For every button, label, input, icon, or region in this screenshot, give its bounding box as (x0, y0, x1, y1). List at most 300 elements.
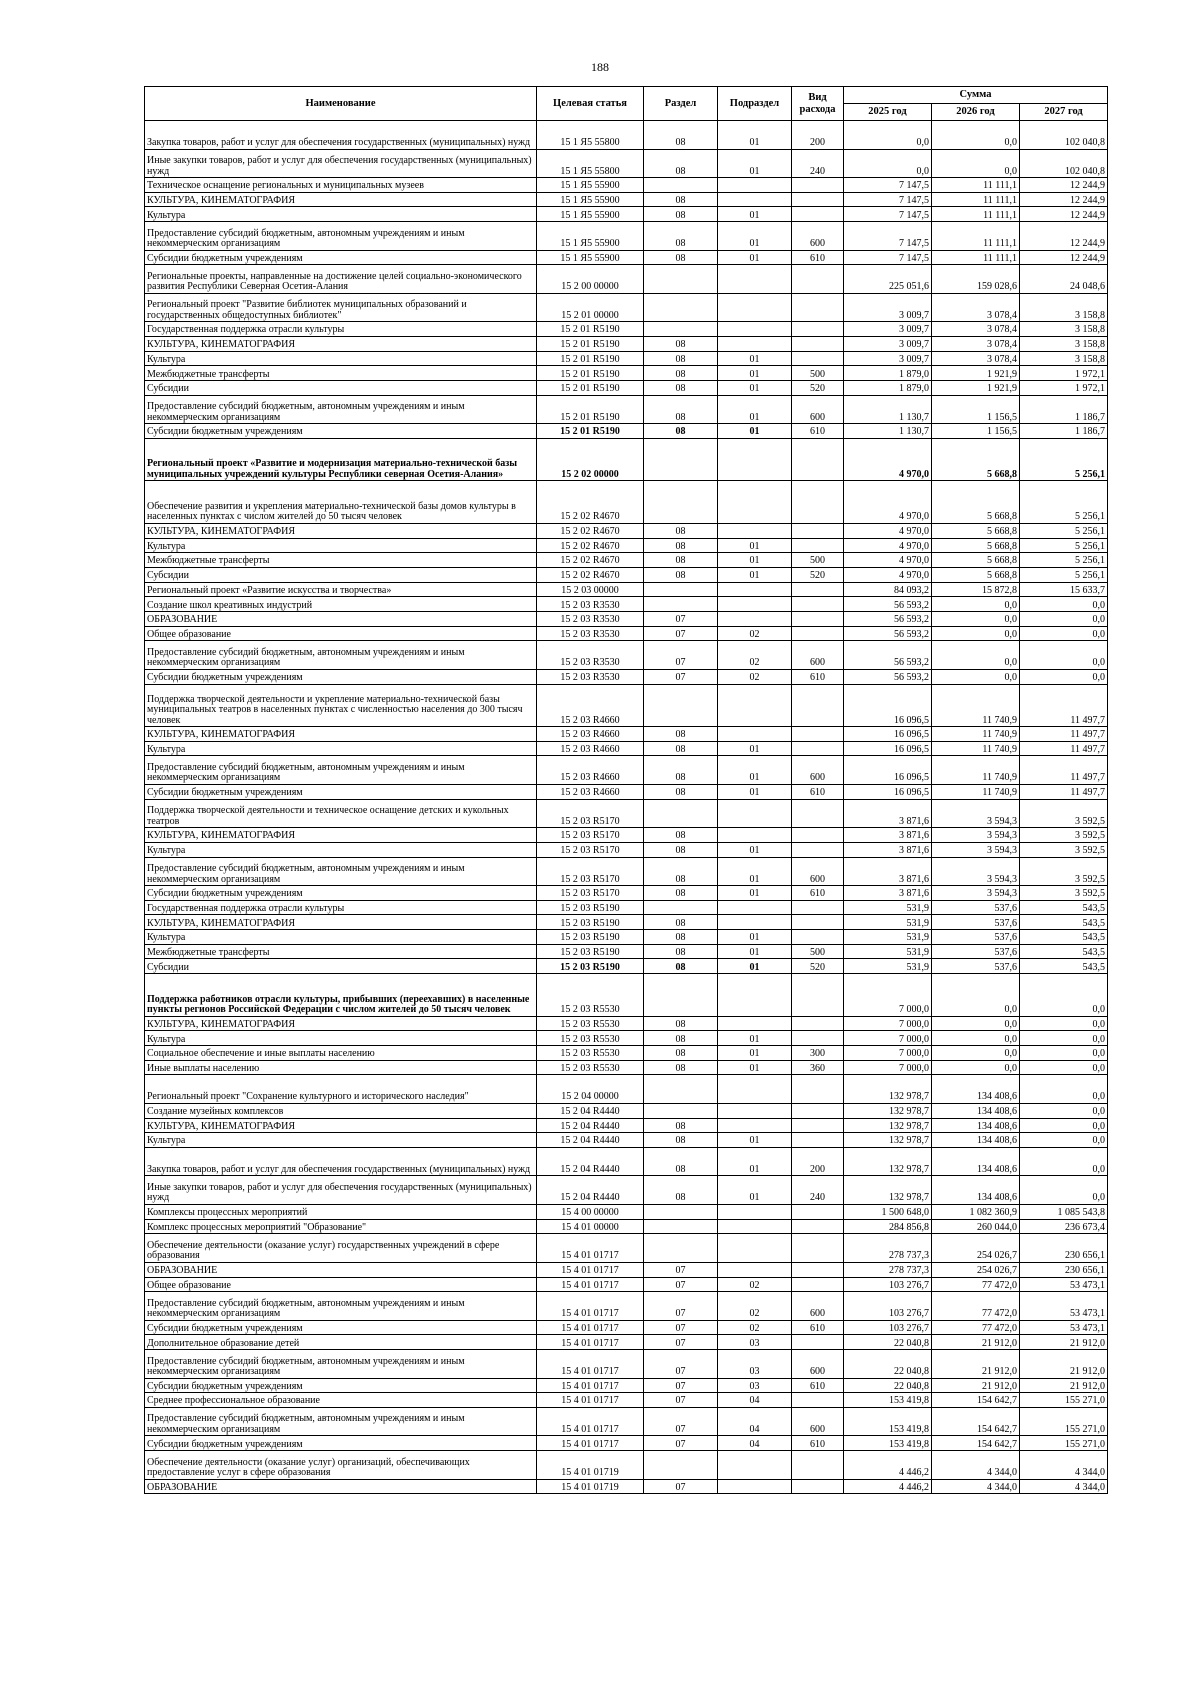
table-row (145, 1103, 1108, 1118)
row-value-2027: 11 497,7 (1020, 741, 1108, 756)
row-subsection: 01 (718, 567, 792, 582)
row-section: 07 (644, 626, 718, 641)
row-name: Региональный проект "Сохранение культурного и исторического наследия" (145, 1075, 537, 1104)
table-row (145, 351, 1108, 366)
row-subsection: 01 (718, 784, 792, 799)
row-name: Поддержка творческой деятельности и техническое оснащение детских и кукольных театров (145, 799, 537, 828)
row-subsection: 02 (718, 1292, 792, 1321)
table-row (145, 1292, 1108, 1321)
table-row (145, 756, 1108, 785)
row-section: 08 (644, 207, 718, 222)
row-section (644, 582, 718, 597)
row-subsection: 01 (718, 366, 792, 381)
row-expense-type: 500 (792, 366, 844, 381)
row-name: Дополнительное образование детей (145, 1335, 537, 1350)
table-row (145, 250, 1108, 265)
row-expense-type: 610 (792, 250, 844, 265)
row-value-2026: 537,6 (932, 944, 1020, 959)
row-value-2027: 3 592,5 (1020, 828, 1108, 843)
row-subsection (718, 900, 792, 915)
row-name: Обеспечение деятельности (оказание услуг) организаций, обеспечивающих предоставление услуг в сфере образования (145, 1451, 537, 1480)
row-value-2027: 0,0 (1020, 974, 1108, 1017)
row-value-2027: 1 085 543,8 (1020, 1204, 1108, 1219)
row-subsection (718, 438, 792, 481)
row-name: ОБРАЗОВАНИЕ (145, 1262, 537, 1277)
row-target: 15 1 Я5 55900 (537, 178, 644, 193)
row-value-2025: 531,9 (844, 930, 932, 945)
row-name: Культура (145, 1031, 537, 1046)
row-subsection: 04 (718, 1436, 792, 1451)
row-value-2025: 132 978,7 (844, 1103, 932, 1118)
row-value-2026: 260 044,0 (932, 1219, 1020, 1234)
row-value-2027: 102 040,8 (1020, 149, 1108, 178)
row-value-2027: 0,0 (1020, 1031, 1108, 1046)
row-expense-type (792, 900, 844, 915)
table-row (145, 1320, 1108, 1335)
row-value-2027: 3 158,8 (1020, 351, 1108, 366)
row-name: Предоставление субсидий бюджетным, автономным учреждениям и иным некоммерческим организациям (145, 857, 537, 886)
row-name: Субсидии (145, 959, 537, 974)
row-subsection: 01 (718, 207, 792, 222)
row-value-2027: 12 244,9 (1020, 207, 1108, 222)
row-value-2026: 134 408,6 (932, 1075, 1020, 1104)
row-value-2026: 0,0 (932, 612, 1020, 627)
table-row (145, 1407, 1108, 1436)
row-expense-type (792, 1219, 844, 1234)
row-value-2026: 254 026,7 (932, 1262, 1020, 1277)
row-value-2027: 155 271,0 (1020, 1436, 1108, 1451)
row-value-2026: 1 156,5 (932, 424, 1020, 439)
row-name: Субсидии бюджетным учреждениям (145, 1436, 537, 1451)
row-expense-type: 300 (792, 1046, 844, 1061)
row-expense-type: 610 (792, 1378, 844, 1393)
row-subsection: 04 (718, 1393, 792, 1408)
row-value-2025: 4 446,2 (844, 1479, 932, 1494)
table-row (145, 178, 1108, 193)
row-subsection (718, 1451, 792, 1480)
row-value-2025: 7 147,5 (844, 250, 932, 265)
row-name: Обеспечение деятельности (оказание услуг) государственных учреждений в сфере образования (145, 1234, 537, 1263)
row-section (644, 1204, 718, 1219)
table-row (145, 322, 1108, 337)
row-value-2026: 11 740,9 (932, 684, 1020, 727)
row-expense-type (792, 741, 844, 756)
row-subsection (718, 336, 792, 351)
row-value-2025: 7 000,0 (844, 1060, 932, 1075)
row-value-2025: 84 093,2 (844, 582, 932, 597)
row-section: 08 (644, 756, 718, 785)
row-value-2026: 77 472,0 (932, 1277, 1020, 1292)
row-expense-type (792, 322, 844, 337)
row-expense-type (792, 1075, 844, 1104)
row-value-2027: 0,0 (1020, 597, 1108, 612)
row-subsection (718, 974, 792, 1017)
row-value-2027: 5 256,1 (1020, 553, 1108, 568)
row-subsection: 01 (718, 741, 792, 756)
row-expense-type (792, 930, 844, 945)
row-value-2026: 134 408,6 (932, 1176, 1020, 1205)
row-value-2025: 132 978,7 (844, 1075, 932, 1104)
row-section: 08 (644, 222, 718, 251)
table-body (145, 121, 1108, 1494)
row-value-2026: 0,0 (932, 1046, 1020, 1061)
row-value-2027: 230 656,1 (1020, 1262, 1108, 1277)
row-expense-type (792, 1262, 844, 1277)
row-section: 08 (644, 192, 718, 207)
row-target: 15 2 02 00000 (537, 438, 644, 481)
row-expense-type (792, 192, 844, 207)
row-value-2026: 0,0 (932, 149, 1020, 178)
row-subsection (718, 1262, 792, 1277)
row-section: 08 (644, 1046, 718, 1061)
table-row (145, 886, 1108, 901)
table-row (145, 741, 1108, 756)
row-value-2027: 21 912,0 (1020, 1335, 1108, 1350)
row-name: Предоставление субсидий бюджетным, автономным учреждениям и иным некоммерческим организациям (145, 641, 537, 670)
row-target: 15 2 02 R4670 (537, 553, 644, 568)
row-target: 15 1 Я5 55900 (537, 222, 644, 251)
row-value-2026: 134 408,6 (932, 1147, 1020, 1176)
row-value-2026: 11 740,9 (932, 741, 1020, 756)
row-subsection (718, 582, 792, 597)
row-value-2026: 3 594,3 (932, 799, 1020, 828)
row-value-2025: 16 096,5 (844, 741, 932, 756)
row-name: КУЛЬТУРА, КИНЕМАТОГРАФИЯ (145, 192, 537, 207)
row-section: 07 (644, 1436, 718, 1451)
row-name: Предоставление субсидий бюджетным, автономным учреждениям и иным некоммерческим организациям (145, 395, 537, 424)
row-value-2025: 103 276,7 (844, 1292, 932, 1321)
row-target: 15 2 03 R3530 (537, 626, 644, 641)
row-section: 08 (644, 366, 718, 381)
row-name: Поддержка работников отрасли культуры, прибывших (переехавших) в населенные пункты регионов Российской Федерации с числом жителей до 50 тысяч человек (145, 974, 537, 1017)
row-name: Предоставление субсидий бюджетным, автономным учреждениям и иным некоммерческим организациям (145, 1292, 537, 1321)
row-value-2027: 230 656,1 (1020, 1234, 1108, 1263)
row-value-2026: 0,0 (932, 1016, 1020, 1031)
row-target: 15 2 03 R5190 (537, 915, 644, 930)
row-value-2026: 11 740,9 (932, 784, 1020, 799)
row-value-2025: 7 000,0 (844, 974, 932, 1017)
row-target: 15 1 Я5 55800 (537, 121, 644, 150)
row-value-2026: 5 668,8 (932, 567, 1020, 582)
row-name: Субсидии бюджетным учреждениям (145, 784, 537, 799)
row-expense-type (792, 799, 844, 828)
row-expense-type: 610 (792, 669, 844, 684)
row-section: 07 (644, 1350, 718, 1379)
row-value-2026: 254 026,7 (932, 1234, 1020, 1263)
table-row (145, 1277, 1108, 1292)
row-name: Субсидии (145, 381, 537, 396)
row-subsection: 01 (718, 1046, 792, 1061)
table-row (145, 930, 1108, 945)
row-section: 08 (644, 959, 718, 974)
row-value-2027: 11 497,7 (1020, 756, 1108, 785)
table-row (145, 1016, 1108, 1031)
header-sum: Сумма (844, 87, 1108, 104)
budget-table (144, 86, 1108, 1494)
row-name: Культура (145, 538, 537, 553)
row-section: 07 (644, 1393, 718, 1408)
row-section: 08 (644, 567, 718, 582)
row-value-2027: 53 473,1 (1020, 1277, 1108, 1292)
row-value-2025: 7 000,0 (844, 1016, 932, 1031)
row-name: Региональные проекты, направленные на достижение целей социально-экономического развития Республики Северная Осетия-Алания (145, 265, 537, 294)
row-expense-type (792, 974, 844, 1017)
row-target: 15 2 00 00000 (537, 265, 644, 294)
row-value-2025: 4 446,2 (844, 1451, 932, 1480)
table-row (145, 1075, 1108, 1104)
page-number: 188 (591, 60, 609, 74)
row-value-2025: 1 879,0 (844, 381, 932, 396)
row-expense-type (792, 1234, 844, 1263)
row-name: Региональный проект "Развитие библиотек муниципальных образований и государственных общедоступных библиотек" (145, 293, 537, 322)
row-name: Комплексы процессных мероприятий (145, 1204, 537, 1219)
row-value-2026: 21 912,0 (932, 1335, 1020, 1350)
row-value-2026: 21 912,0 (932, 1350, 1020, 1379)
row-target: 15 4 01 01717 (537, 1378, 644, 1393)
table-row (145, 799, 1108, 828)
row-value-2025: 56 593,2 (844, 597, 932, 612)
row-section: 08 (644, 842, 718, 857)
row-value-2026: 77 472,0 (932, 1320, 1020, 1335)
row-target: 15 2 03 R5530 (537, 974, 644, 1017)
table-row (145, 424, 1108, 439)
row-subsection: 02 (718, 1320, 792, 1335)
row-target: 15 2 04 R4440 (537, 1176, 644, 1205)
row-section: 08 (644, 395, 718, 424)
table-row (145, 915, 1108, 930)
row-section: 08 (644, 336, 718, 351)
row-value-2027: 1 186,7 (1020, 424, 1108, 439)
header-name: Наименование (145, 87, 537, 121)
table-row (145, 612, 1108, 627)
row-name: Субсидии бюджетным учреждениям (145, 886, 537, 901)
table-row (145, 293, 1108, 322)
row-expense-type: 600 (792, 857, 844, 886)
row-section (644, 1234, 718, 1263)
row-value-2027: 24 048,6 (1020, 265, 1108, 294)
row-value-2025: 4 970,0 (844, 567, 932, 582)
row-name: Обеспечение развития и укрепления материально-технической базы домов культуры в населенных пунктах с числом жителей до 50 тысяч человек (145, 481, 537, 524)
row-value-2026: 11 740,9 (932, 727, 1020, 742)
row-value-2027: 155 271,0 (1020, 1407, 1108, 1436)
row-target: 15 2 04 R4440 (537, 1147, 644, 1176)
row-expense-type: 610 (792, 1436, 844, 1451)
row-value-2027: 3 158,8 (1020, 336, 1108, 351)
row-value-2027: 53 473,1 (1020, 1320, 1108, 1335)
row-name: Межбюджетные трансферты (145, 944, 537, 959)
row-value-2025: 132 978,7 (844, 1133, 932, 1148)
row-value-2027: 3 158,8 (1020, 322, 1108, 337)
row-name: Социальное обеспечение и иные выплаты населению (145, 1046, 537, 1061)
row-value-2025: 16 096,5 (844, 756, 932, 785)
row-subsection (718, 178, 792, 193)
row-expense-type: 600 (792, 1292, 844, 1321)
row-value-2025: 3 871,6 (844, 886, 932, 901)
row-value-2026: 3 594,3 (932, 842, 1020, 857)
row-expense-type: 600 (792, 1407, 844, 1436)
header-year-2025: 2025 год (844, 104, 932, 121)
row-target: 15 4 01 01717 (537, 1335, 644, 1350)
row-subsection (718, 192, 792, 207)
row-expense-type (792, 207, 844, 222)
row-expense-type: 600 (792, 1350, 844, 1379)
row-subsection (718, 828, 792, 843)
row-subsection (718, 1118, 792, 1133)
row-name: КУЛЬТУРА, КИНЕМАТОГРАФИЯ (145, 1118, 537, 1133)
row-value-2027: 0,0 (1020, 626, 1108, 641)
row-value-2027: 543,5 (1020, 915, 1108, 930)
row-value-2026: 3 078,4 (932, 293, 1020, 322)
row-subsection (718, 1016, 792, 1031)
row-value-2027: 236 673,4 (1020, 1219, 1108, 1234)
row-value-2025: 278 737,3 (844, 1234, 932, 1263)
row-name: Закупка товаров, работ и услуг для обеспечения государственных (муниципальных) нужд (145, 1147, 537, 1176)
row-target: 15 1 Я5 55900 (537, 250, 644, 265)
row-subsection (718, 1103, 792, 1118)
row-target: 15 2 03 R4660 (537, 684, 644, 727)
row-name: КУЛЬТУРА, КИНЕМАТОГРАФИЯ (145, 1016, 537, 1031)
table-row (145, 366, 1108, 381)
table-row (145, 959, 1108, 974)
row-name: Иные закупки товаров, работ и услуг для обеспечения государственных (муниципальных) нужд (145, 149, 537, 178)
row-value-2026: 77 472,0 (932, 1292, 1020, 1321)
row-name: Создание школ креативных индустрий (145, 597, 537, 612)
row-value-2025: 4 970,0 (844, 538, 932, 553)
row-value-2027: 543,5 (1020, 944, 1108, 959)
table-row (145, 336, 1108, 351)
row-section: 07 (644, 1320, 718, 1335)
table-row (145, 626, 1108, 641)
row-value-2025: 132 978,7 (844, 1176, 932, 1205)
row-value-2025: 225 051,6 (844, 265, 932, 294)
row-target: 15 2 03 R4660 (537, 741, 644, 756)
row-value-2027: 53 473,1 (1020, 1292, 1108, 1321)
row-value-2026: 0,0 (932, 669, 1020, 684)
table-row (145, 974, 1108, 1017)
row-value-2026: 11 111,1 (932, 222, 1020, 251)
row-target: 15 4 01 01719 (537, 1479, 644, 1494)
row-value-2027: 12 244,9 (1020, 222, 1108, 251)
row-name: Культура (145, 207, 537, 222)
row-value-2025: 7 147,5 (844, 178, 932, 193)
row-value-2026: 154 642,7 (932, 1393, 1020, 1408)
row-value-2025: 531,9 (844, 944, 932, 959)
row-expense-type: 200 (792, 1147, 844, 1176)
row-target: 15 2 03 R4660 (537, 756, 644, 785)
table-row (145, 567, 1108, 582)
row-expense-type: 240 (792, 149, 844, 178)
row-target: 15 2 01 R5190 (537, 351, 644, 366)
row-target: 15 4 00 00000 (537, 1204, 644, 1219)
row-expense-type (792, 265, 844, 294)
row-target: 15 4 01 01717 (537, 1262, 644, 1277)
row-section: 08 (644, 351, 718, 366)
row-value-2026: 11 740,9 (932, 756, 1020, 785)
table-row (145, 1262, 1108, 1277)
row-value-2025: 1 130,7 (844, 424, 932, 439)
row-value-2025: 3 009,7 (844, 322, 932, 337)
row-target: 15 2 03 R5170 (537, 828, 644, 843)
row-target: 15 2 02 R4670 (537, 538, 644, 553)
row-name: Иные выплаты населению (145, 1060, 537, 1075)
row-expense-type: 600 (792, 222, 844, 251)
row-expense-type: 500 (792, 944, 844, 959)
row-section: 08 (644, 1176, 718, 1205)
row-section: 08 (644, 857, 718, 886)
row-expense-type (792, 842, 844, 857)
row-name: Закупка товаров, работ и услуг для обеспечения государственных (муниципальных) нужд (145, 121, 537, 150)
row-target: 15 2 02 R4670 (537, 523, 644, 538)
row-value-2026: 1 921,9 (932, 381, 1020, 396)
row-target: 15 2 03 R5170 (537, 799, 644, 828)
row-value-2025: 56 593,2 (844, 612, 932, 627)
row-target: 15 1 Я5 55900 (537, 192, 644, 207)
row-value-2026: 537,6 (932, 915, 1020, 930)
row-target: 15 2 03 R3530 (537, 641, 644, 670)
row-value-2025: 153 419,8 (844, 1436, 932, 1451)
row-section (644, 1103, 718, 1118)
row-subsection (718, 1219, 792, 1234)
table-row (145, 842, 1108, 857)
row-value-2025: 103 276,7 (844, 1320, 932, 1335)
row-section: 07 (644, 1262, 718, 1277)
row-value-2026: 5 668,8 (932, 553, 1020, 568)
row-name: Культура (145, 1133, 537, 1148)
table-row (145, 784, 1108, 799)
table-row (145, 1378, 1108, 1393)
row-value-2027: 155 271,0 (1020, 1393, 1108, 1408)
row-target: 15 2 03 R5530 (537, 1046, 644, 1061)
table-row (145, 395, 1108, 424)
row-expense-type: 610 (792, 886, 844, 901)
table-row (145, 1147, 1108, 1176)
row-name: Культура (145, 930, 537, 945)
row-target: 15 4 01 01717 (537, 1234, 644, 1263)
row-subsection (718, 322, 792, 337)
row-subsection: 01 (718, 886, 792, 901)
row-subsection: 04 (718, 1407, 792, 1436)
row-value-2027: 5 256,1 (1020, 538, 1108, 553)
header-year-2027: 2027 год (1020, 104, 1108, 121)
row-subsection: 01 (718, 1176, 792, 1205)
row-value-2027: 0,0 (1020, 1118, 1108, 1133)
row-value-2027: 0,0 (1020, 1075, 1108, 1104)
header-year-2026: 2026 год (932, 104, 1020, 121)
row-expense-type (792, 626, 844, 641)
row-section: 07 (644, 612, 718, 627)
row-value-2025: 22 040,8 (844, 1378, 932, 1393)
row-value-2026: 159 028,6 (932, 265, 1020, 294)
row-value-2025: 3 871,6 (844, 828, 932, 843)
row-expense-type (792, 597, 844, 612)
row-expense-type (792, 1031, 844, 1046)
row-section: 08 (644, 381, 718, 396)
row-name: Межбюджетные трансферты (145, 553, 537, 568)
row-value-2027: 3 158,8 (1020, 293, 1108, 322)
row-value-2026: 0,0 (932, 121, 1020, 150)
row-value-2026: 1 921,9 (932, 366, 1020, 381)
row-expense-type (792, 1016, 844, 1031)
row-expense-type (792, 1118, 844, 1133)
row-value-2025: 7 000,0 (844, 1046, 932, 1061)
row-target: 15 2 01 R5190 (537, 381, 644, 396)
row-name: Общее образование (145, 1277, 537, 1292)
row-name: Региональный проект «Развитие и модернизация материально-технической базы муниципальных учреждений культуры Республики северная Осетия-Алания» (145, 438, 537, 481)
row-section: 08 (644, 727, 718, 742)
row-name: Комплекс процессных мероприятий "Образование" (145, 1219, 537, 1234)
row-expense-type: 520 (792, 567, 844, 582)
row-value-2026: 154 642,7 (932, 1436, 1020, 1451)
